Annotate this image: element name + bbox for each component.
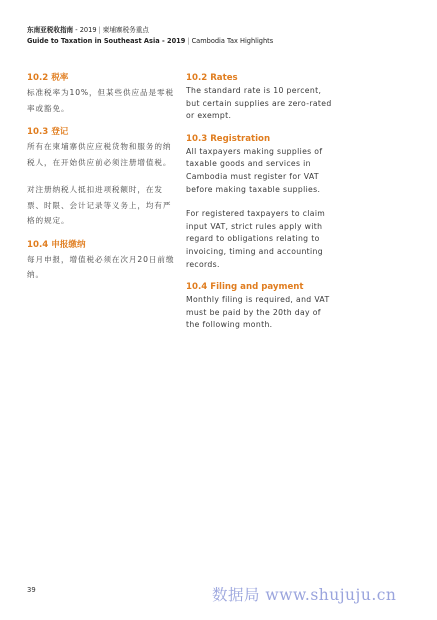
section-heading-registration-zh: 10.3 登记	[27, 127, 69, 137]
header-subtitle-zh: 柬埔寨税务重点	[102, 26, 149, 34]
header-year: - 2019	[73, 26, 97, 34]
section-heading-rates-en: 10.2 Rates	[186, 73, 238, 83]
section-body-input-vat-zh: 对注册纳税人抵扣进项税额时，在发票、时限、会计记录等义务上，均有严格的规定。	[27, 185, 172, 225]
section-body-rates-en: The standard rate is 10 percent, but certain supplies are zero-rated or exempt.	[186, 86, 332, 121]
page-header	[27, 25, 273, 47]
header-separator-en: |	[187, 37, 190, 45]
section-heading-registration-en: 10.3 Registration	[186, 133, 271, 144]
section-heading-filing-zh: 10.4 申报缴纳	[27, 239, 86, 250]
english-column	[186, 72, 336, 332]
section-body-rates-zh: 标准税率为10%，但某些供应品是零税率或豁免。	[27, 88, 174, 113]
header-subtitle-en: Cambodia Tax Highlights	[191, 37, 274, 45]
watermark: 数据局 www.shujuju.cn	[212, 586, 397, 604]
header-title-zh: 东南亚税收指南	[27, 26, 74, 34]
header-line-zh	[27, 25, 273, 36]
chinese-column	[27, 72, 177, 283]
section-body-input-vat-en: For registered taxpayers to claim input VAT, strict rules apply with regard to obligations relating to invoicing, timing and accounting records.	[186, 209, 326, 269]
section-heading-rates-zh: 10.2 税率	[27, 73, 69, 83]
section-body-filing-en: Monthly filing is required, and VAT must be paid by the 20th day of the following month.	[186, 295, 330, 330]
header-separator: |	[98, 26, 101, 34]
section-body-registration-zh: 所有在柬埔寨供应应税货物和服务的纳税人，在开始供应前必须注册增值税。	[27, 142, 172, 167]
section-body-filing-zh: 每月申报，增值税必须在次月20日前缴纳。	[27, 254, 175, 279]
header-title-en: Guide to Taxation in Southeast Asia - 2019	[27, 37, 186, 45]
section-heading-filing-en: 10.4 Filing and payment	[186, 282, 304, 293]
header-line-en	[27, 36, 273, 47]
page-number: 39	[27, 586, 36, 594]
section-body-registration-en: All taxpayers making supplies of taxable goods and services in Cambodia must register for VAT before making taxable supplies.	[186, 146, 323, 194]
